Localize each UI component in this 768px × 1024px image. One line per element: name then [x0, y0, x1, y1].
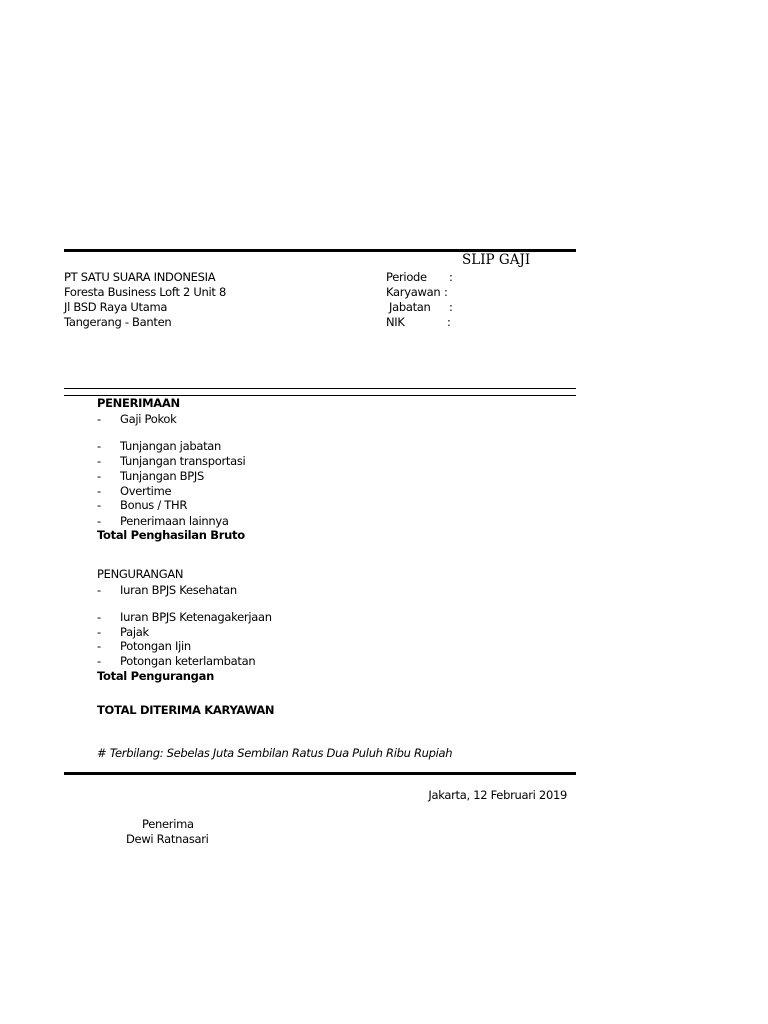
income-dash: - — [97, 454, 101, 468]
place-date: Jakarta, 12 Februari 2019 — [428, 788, 567, 802]
field-sep-jabatan: : — [449, 300, 453, 314]
company-address-line-2: Jl BSD Raya Utama — [64, 300, 168, 314]
company-address-line-1: Foresta Business Loft 2 Unit 8 — [64, 285, 226, 299]
field-label-periode: Periode — [386, 270, 427, 284]
field-sep-karyawan: : — [444, 285, 448, 299]
income-dash: - — [97, 498, 101, 512]
deduction-item-label: Potongan Ijin — [120, 639, 191, 653]
income-item-label: Bonus / THR — [120, 498, 188, 512]
income-heading: PENERIMAAN — [97, 396, 180, 410]
income-total-label: Total Penghasilan Bruto — [97, 528, 245, 542]
deduction-dash: - — [97, 583, 101, 597]
income-dash: - — [97, 514, 101, 528]
deductions-total-label: Total Pengurangan — [97, 669, 214, 683]
amount-in-words: # Terbilang: Sebelas Juta Sembilan Ratus Dua Puluh Ribu Rupiah — [97, 746, 453, 760]
income-item-label: Tunjangan transportasi — [120, 454, 246, 468]
bottom-rule — [64, 772, 576, 775]
income-dash: - — [97, 412, 101, 426]
income-dash: - — [97, 484, 101, 498]
deduction-item-label: Pajak — [120, 625, 149, 639]
income-item-label: Gaji Pokok — [120, 412, 177, 426]
field-label-nik: NIK — [386, 315, 405, 329]
income-item-label: Tunjangan BPJS — [120, 469, 204, 483]
income-item-label: Penerimaan lainnya — [120, 514, 229, 528]
deduction-item-label: Iuran BPJS Ketenagakerjaan — [120, 610, 272, 624]
income-item-label: Tunjangan jabatan — [120, 439, 222, 453]
slip-title: SLIP GAJI — [462, 252, 531, 268]
field-label-karyawan: Karyawan — [386, 285, 441, 299]
company-name: PT SATU SUARA INDONESIA — [64, 270, 216, 284]
deduction-dash: - — [97, 625, 101, 639]
grand-total-label: TOTAL DITERIMA KARYAWAN — [97, 703, 275, 717]
section-rule-upper — [64, 388, 576, 389]
income-dash: - — [97, 469, 101, 483]
deduction-dash: - — [97, 654, 101, 668]
field-sep-nik: : — [447, 315, 451, 329]
income-item-label: Overtime — [120, 484, 172, 498]
recipient-name: Dewi Ratnasari — [126, 832, 209, 846]
deduction-item-label: Iuran BPJS Kesehatan — [120, 583, 237, 597]
recipient-label: Penerima — [142, 817, 194, 831]
deduction-dash: - — [97, 610, 101, 624]
deduction-item-label: Potongan keterlambatan — [120, 654, 256, 668]
deductions-heading: PENGURANGAN — [97, 567, 184, 581]
deduction-dash: - — [97, 639, 101, 653]
field-sep-periode: : — [449, 270, 453, 284]
income-dash: - — [97, 439, 101, 453]
field-label-jabatan: Jabatan — [389, 300, 431, 314]
company-city: Tangerang - Banten — [64, 315, 172, 329]
